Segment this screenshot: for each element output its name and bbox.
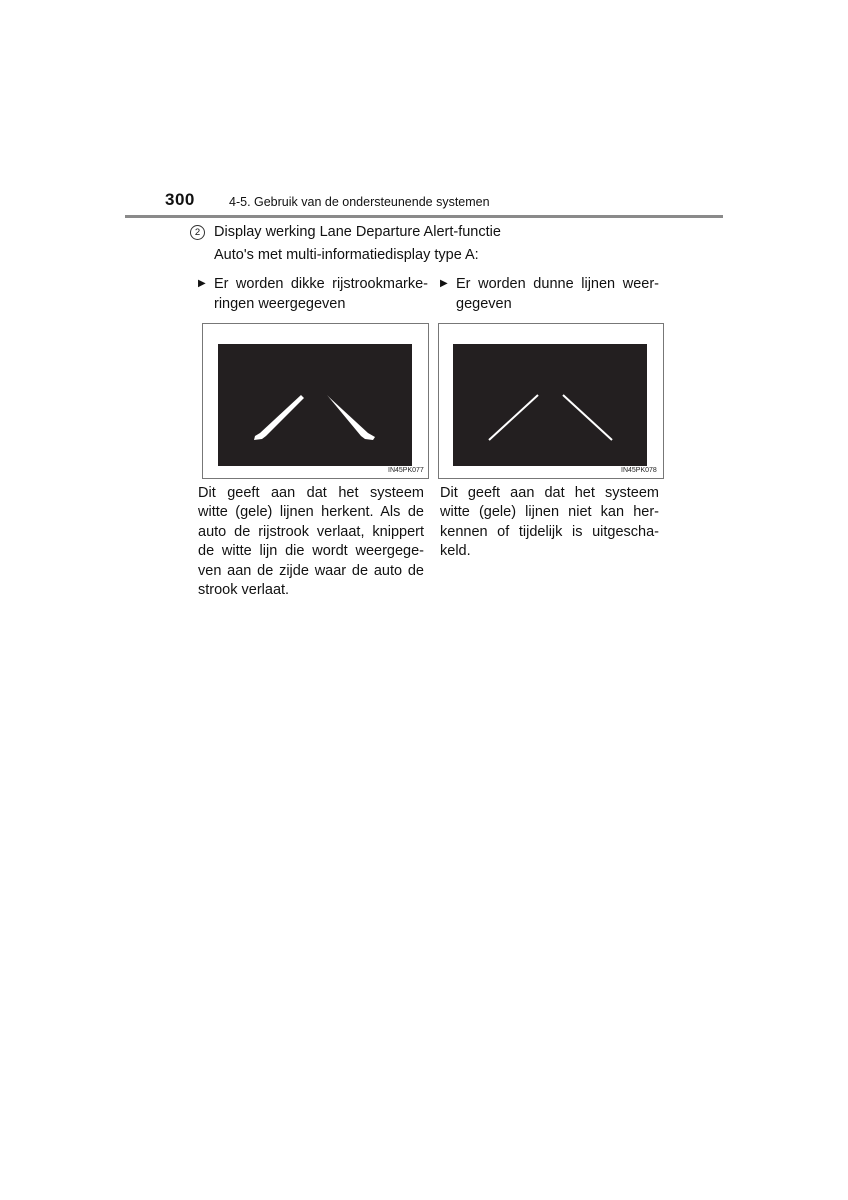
left-desc-line-1: Dit geeft aan dat het systeem — [198, 485, 424, 501]
right-desc-line-1: Dit geeft aan dat het systeem — [440, 485, 659, 501]
left-figure-code: IN45PK077 — [388, 467, 424, 474]
left-bullet — [198, 274, 428, 314]
left-bullet-line-1: Er worden dikke rijstrookmarke- — [214, 276, 428, 292]
header-rule — [125, 215, 723, 218]
left-figure-frame — [202, 323, 429, 479]
right-bullet — [440, 274, 659, 314]
left-desc-line-2: witte (gele) lijnen herkent. Als de — [198, 504, 424, 521]
thick-left-lane-marking — [254, 395, 304, 440]
item-number-badge: 2 — [190, 225, 205, 240]
right-display-screen — [453, 344, 647, 466]
right-figure-code: IN45PK078 — [621, 467, 657, 474]
left-desc-line-5: ven aan de zijde waar de auto de — [198, 562, 424, 579]
right-desc-line-2: witte (gele) lijnen niet kan her- — [440, 504, 659, 521]
thick-right-lane-marking — [327, 395, 375, 440]
right-bullet-text — [440, 274, 659, 314]
right-figure-frame — [438, 323, 664, 479]
item-heading — [190, 224, 501, 240]
right-description — [440, 484, 659, 562]
page-number: 300 — [165, 190, 195, 209]
left-desc-line-3: auto de rijstrook verlaat, knippert — [198, 523, 424, 540]
thin-left-lane-marking — [489, 395, 538, 440]
right-bullet-line-2: gegeven — [456, 296, 512, 312]
left-description — [198, 484, 424, 600]
page-header — [0, 0, 848, 220]
left-bullet-line-2: ringen weergegeven — [214, 296, 346, 312]
thin-lane-lines-graphic — [453, 344, 647, 466]
thick-lane-lines-graphic — [218, 344, 412, 466]
bullet-triangle-icon: ▶ — [440, 278, 448, 289]
left-bullet-text — [198, 274, 428, 314]
section-title: 4-5. Gebruik van de ondersteunende systemen — [229, 195, 490, 209]
left-desc-line-4: de witte lijn die wordt weergege- — [198, 543, 424, 560]
bullet-triangle-icon: ▶ — [198, 278, 206, 289]
item-subtitle: Auto's met multi-informatiedisplay type A: — [214, 247, 479, 263]
item-title: Display werking Lane Departure Alert-functie — [214, 224, 501, 240]
right-bullet-line-1: Er worden dunne lijnen weer- — [456, 276, 659, 292]
left-display-screen — [218, 344, 412, 466]
left-desc-line-6: strook verlaat. — [198, 582, 290, 599]
right-desc-line-4: keld. — [440, 543, 471, 560]
right-desc-line-3: kennen of tijdelijk is uitgescha- — [440, 523, 659, 540]
thin-right-lane-marking — [563, 395, 612, 440]
